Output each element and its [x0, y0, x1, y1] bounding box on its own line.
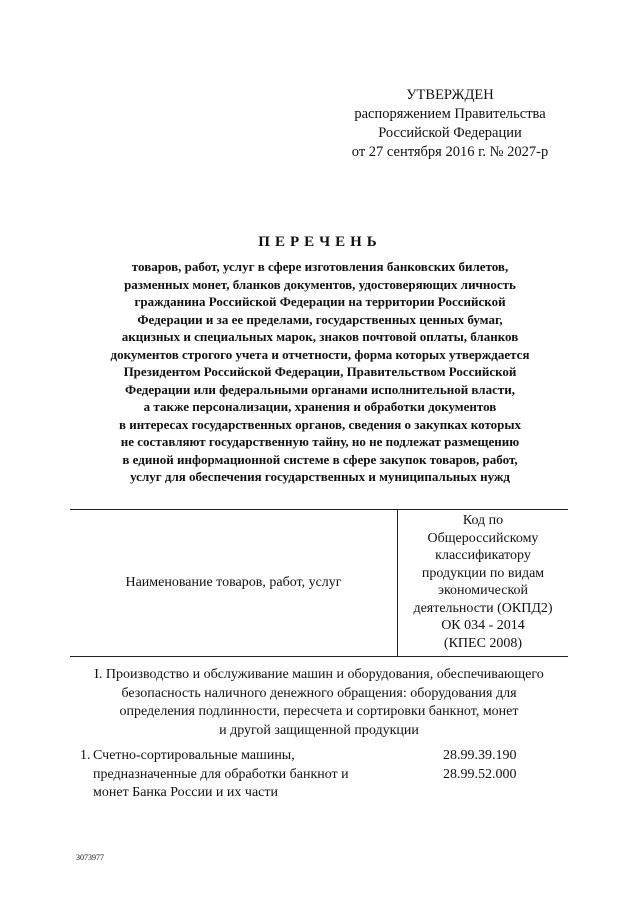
section-heading [70, 666, 568, 740]
code-column-header [398, 512, 568, 652]
approval-date-line: от 27 сентября 2016 г. № 2027-р [351, 144, 549, 160]
subtitle-line: гражданина Российской Федерации на территории Российской [134, 294, 506, 309]
subtitle-line: товаров, работ, услуг в сфере изготовления банковских билетов, [131, 259, 509, 274]
approval-block [300, 86, 600, 162]
item-codes [443, 747, 563, 784]
code-column-line: (КПЕС 2008) [443, 635, 523, 651]
item-description [93, 747, 413, 803]
approval-line: Российской Федерации [378, 125, 522, 141]
name-column-header [70, 510, 397, 656]
subtitle-line: в единой информационной системе в сфере закупок товаров, работ, [122, 451, 518, 467]
code-column-line: продукции по видам [421, 565, 545, 581]
code-column-line: Общероссийскому [427, 530, 539, 546]
subtitle-line: Федерации и за ее пределами, государственных ценных бумаг, [137, 311, 503, 327]
table-header [70, 509, 568, 657]
approval-line: распоряжением Правительства [354, 106, 546, 122]
code-column-line: Код по [462, 513, 504, 528]
item-description-line: предназначенные для обработки банкнот и [93, 766, 349, 782]
subtitle-line: документов строгого учета и отчетности, форма которых утверждается [110, 346, 530, 362]
item-number: 1. [80, 748, 91, 763]
subtitle-line: не составляют государственную тайну, но не подлежат размещению [120, 434, 520, 449]
code-column-line: деятельности (ОКПД2) [413, 600, 553, 616]
subtitle-line: акцизных и специальных марок, знаков почтовой оплаты, бланков [121, 329, 519, 344]
item-code: 28.99.52.000 [443, 766, 517, 782]
name-column-label: Наименование товаров, работ, услуг [125, 575, 342, 590]
subtitle-line: разменных монет, бланков документов, удостоверяющих личность [124, 276, 516, 292]
subtitle-line: услуг для обеспечения государственных и муниципальных нужд [130, 469, 510, 484]
subtitle-line: Федерации или федеральными органами исполнительной власти, [125, 381, 515, 397]
section-line: безопасность наличного денежного обращения: оборудования для [121, 685, 517, 701]
approval-heading: УТВЕРЖДЕН [406, 87, 494, 103]
section-line: I. Производство и обслуживание машин и оборудования, обеспечивающего [94, 667, 544, 682]
item-description-line: Счетно-сортировальные машины, [93, 748, 295, 763]
section-line: определения подлинности, пересчета и сортировки банкнот, монет [119, 704, 519, 719]
item-description-line: монет Банка России и их части [93, 785, 278, 800]
section-line: и другой защищенной продукции [219, 722, 419, 738]
code-column-line: ОК 034 - 2014 [441, 618, 525, 633]
code-column-line: экономической [437, 583, 529, 598]
subtitle-line: в интересах государственных органов, сведения о закупках которых [118, 416, 522, 432]
document-title: ПЕРЕЧЕНЬ [258, 234, 382, 250]
subtitle-line: Президентом Российской Федерации, Правительством Российской [123, 364, 517, 379]
subtitle-line: а также персонализации, хранения и обработки документов [143, 399, 497, 414]
code-column-line: классификатору [435, 548, 531, 563]
document-subtitle [70, 258, 570, 486]
item-code: 28.99.39.190 [443, 748, 517, 763]
document-id: 3073977 [76, 853, 104, 862]
